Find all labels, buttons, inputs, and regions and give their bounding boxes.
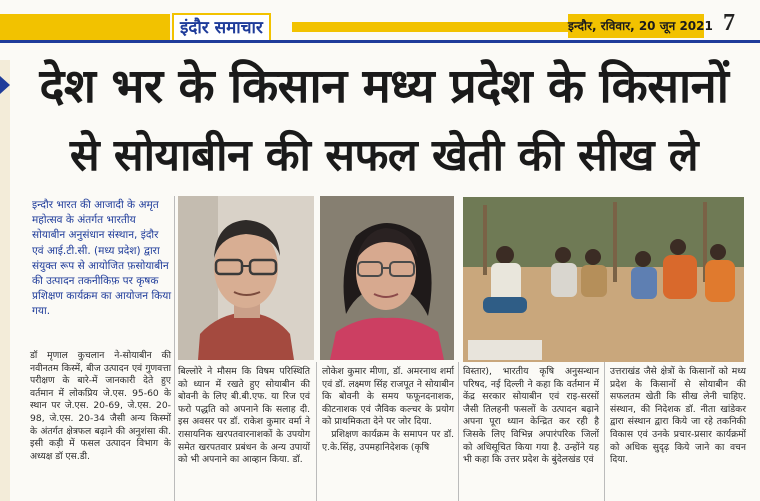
article-column-4: विस्तार), भारतीय कृषि अनुसन्धान परिषद, नई दिल्ली ने कहा कि वर्तमान में केंद्र सरकार सोयाबीन एवं राइ-सरसों जैसी तिलहनी फसलों के उत्पादन बढ़ाने अपना पूरा ध्यान केन्द्रित कर रही है जिसके लिए विभिन्न अपारंपरिक जिलों को अधिसूचित किया गया है. उन्होंने यह भी कहा कि उत्तर प्रदेश के बुंदेलखंड एवं xyxy=(463,366,599,466)
photo-metadata-stamp xyxy=(468,340,542,360)
arrow-right-icon xyxy=(0,76,10,94)
article-column-5: उत्तराखंड जैसे क्षेत्रों के किसानों को मध्य प्रदेश के किसानों से सोयाबीन की सफलतम खेती कि सीख लेनी चाहिए. संस्थान, की निदेशक डॉ. नीता खांडेकर द्वारा संस्थान द्वारा किये जा रहे तकनिकी विकास एवं उनके प्रचार-प्रसार कार्यक्रमों को अधिक सुदृढ़ किये जाने का वचन दिया. xyxy=(610,366,746,466)
article-column-1: डॉ मृणाल कुचलान ने-सोयाबीन की नवीनतम किस्में, बीज उत्पादन एवं गुणवत्ता परीक्षण के बारे-में जानकारी देते हुए वर्तमान में लोकप्रिय जे.एस. 95-60 के स्थान पर जे.एस. 20-69, जे.एस. 20-98, जे.एस. 20-34 जैसी अन्य किस्मों के अंतर्गत क्षेत्रफल बढ़ाने की अनुशंसा की. इसी कड़ी में फसल उत्पादन विभाग के अध्यक्ष डॉ एस.डी. xyxy=(30,350,171,462)
adjacent-page-strip xyxy=(0,60,10,501)
headline-line-1: देश भर के किसान मध्य प्रदेश के किसानों xyxy=(39,59,729,114)
article-column-3: लोकेश कुमार मीणा, डॉ. अमरनाथ शर्मा एवं डॉ. लक्ष्मण सिंह राजपूत ने सोयाबीन कि बोवनी के समय फफूनदनाशक, कीटनाशक एवं जैविक कल्चर के प्रयोग को प्राथमिकता देने पर जोर दिया. प्रशिक्षण कार्यक्रम के समापन पर डॉ. ए.के.सिंह, उपमहानिदेशक (कृषि xyxy=(322,366,454,453)
article-column-2: बिल्लोरे ने मौसम कि विषम परिस्थिति को ध्यान में रखते हुए सोयाबीन की बोवनी के लिए बी.बी.एफ. या रिज एवं फरो पद्धति को अपनाने कि सलाह दी. इस अवसर पर डॉ. राकेश कुमार वर्मा ने रासायनिक खरपतवारनाशकों के उपयोग समेत खरपतवार प्रबंधन के अन्य उपायों को भी अपनाने का आव्हान किया. डॉ. xyxy=(178,366,310,466)
masthead-yellow-bar xyxy=(0,14,170,42)
edition-date: इन्दौर, रविवार, 20 जून 2021 xyxy=(568,14,704,38)
page-number: 7 xyxy=(723,10,735,36)
section-title: इंदौर समाचार xyxy=(172,13,271,43)
article-lead: इन्दौर भारत की आजादी के अमृत महोत्सव के अंतर्गत भारतीय सोयाबीन अनुसंधान संस्थान, इंदौर एवं आई.टी.सी. (मध्य प्रदेश) द्वारा संयुक्त रूप से आयोजित फ़सोयाबीन की उत्पादन तकनीकिफ़ पर कृषक प्रशिक्षण कार्यक्रम का आयोजन किया गया. xyxy=(32,199,172,318)
column-divider xyxy=(458,362,459,501)
photo-training-session xyxy=(463,197,744,362)
masthead-yellow-band xyxy=(292,22,568,32)
column-divider xyxy=(604,362,605,501)
masthead-rule xyxy=(0,40,760,43)
photo-scientist-man xyxy=(178,196,314,360)
photo-scientist-woman xyxy=(320,196,454,360)
headline-line-2: से सोयाबीन की सफल खेती की सीख ले xyxy=(69,130,699,181)
column-divider xyxy=(316,362,317,501)
column-divider xyxy=(174,196,175,501)
